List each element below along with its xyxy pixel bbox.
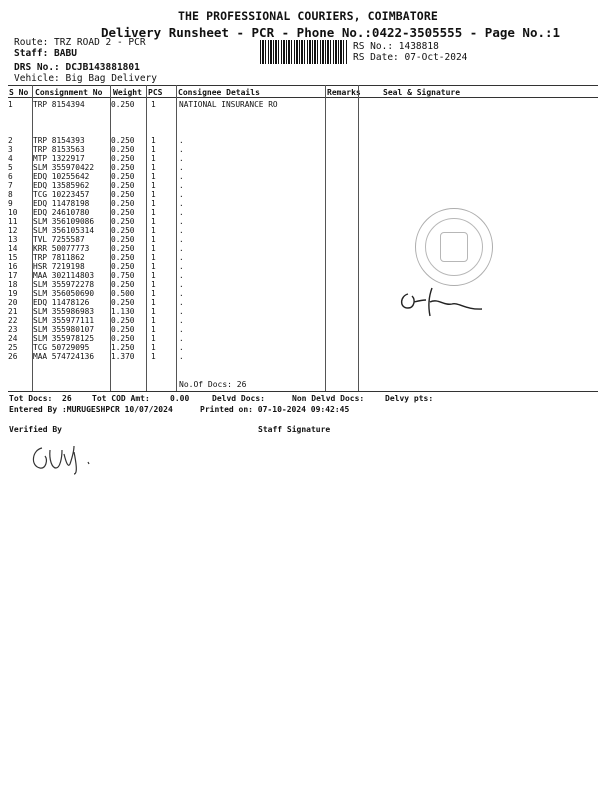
row-weight: 0.250 [111,181,135,190]
printed-on: Printed on: 07-10-2024 09:42:45 [200,405,350,414]
rs-date: RS Date: 07-Oct-2024 [353,52,468,63]
row-consignment-no: SLM 355986983 [33,307,95,316]
row-consignee: . [179,262,184,271]
row-sno: 4 [8,154,13,163]
row-weight: 0.250 [111,316,135,325]
col-header-sno: S No [9,88,29,97]
row-consignment-no: SLM 356109086 [33,217,95,226]
row-weight: 0.250 [111,208,135,217]
col-header-consignee: Consignee Details [178,88,260,97]
row-weight: 1.370 [111,352,135,361]
row-pcs: 1 [151,244,156,253]
row-weight: 0.250 [111,163,135,172]
row-pcs: 1 [151,208,156,217]
row-consignment-no: MAA 302114803 [33,271,95,280]
row-consignee: NATIONAL INSURANCE RO [179,100,278,109]
row-pcs: 1 [151,316,156,325]
row-consignee: . [179,316,184,325]
vehicle-text: Vehicle: Big Bag Delivery [14,73,157,84]
row-consignment-no: SLM 356050690 [33,289,95,298]
row-pcs: 1 [151,100,156,109]
table-top-rule [8,85,598,86]
row-weight: 0.250 [111,145,135,154]
row-pcs: 1 [151,253,156,262]
document-subtitle: Delivery Runsheet - PCR - Phone No.:0422-3505555 - Page No.:1 [101,25,561,40]
row-pcs: 1 [151,280,156,289]
row-consignment-no: TRP 8154393 [33,136,85,145]
row-pcs: 1 [151,289,156,298]
row-pcs: 1 [151,163,156,172]
row-pcs: 1 [151,352,156,361]
row-weight: 0.250 [111,154,135,163]
row-consignee: . [179,235,184,244]
row-pcs: 1 [151,136,156,145]
row-pcs: 1 [151,298,156,307]
row-consignment-no: TRP 8153563 [33,145,85,154]
row-consignee: . [179,190,184,199]
route-text: Route: TRZ ROAD 2 - PCR [14,37,146,48]
row-sno: 10 [8,208,18,217]
row-pcs: 1 [151,235,156,244]
table-bottom-rule [8,391,598,392]
drs-number: DRS No.: DCJB143881801 [14,62,140,73]
row-weight: 0.250 [111,253,135,262]
row-sno: 20 [8,298,18,307]
row-consignee: . [179,298,184,307]
row-consignee: . [179,181,184,190]
row-pcs: 1 [151,262,156,271]
row-consignment-no: EDQ 11478198 [33,199,90,208]
row-sno: 21 [8,307,18,316]
row-sno: 26 [8,352,18,361]
staff-signature-label: Staff Signature [258,425,331,434]
staff-text: Staff: BABU [14,48,77,59]
row-consignee: . [179,145,184,154]
row-consignee: . [179,226,184,235]
row-consignment-no: TCG 10223457 [33,190,90,199]
row-weight: 1.250 [111,343,135,352]
row-consignment-no: KRR 50077773 [33,244,90,253]
row-consignee: . [179,271,184,280]
row-weight: 0.250 [111,217,135,226]
row-consignee: . [179,253,184,262]
row-consignee: . [179,199,184,208]
row-pcs: 1 [151,325,156,334]
row-consignee: . [179,334,184,343]
verifier-signature-mark [28,440,108,476]
row-weight: 0.500 [111,289,135,298]
row-weight: 0.250 [111,136,135,145]
row-consignee: . [179,343,184,352]
barcode-image [260,40,348,64]
row-consignee: . [179,208,184,217]
row-sno: 23 [8,325,18,334]
row-consignment-no: TRP 8154394 [33,100,85,109]
row-pcs: 1 [151,181,156,190]
row-consignment-no: EDQ 11478126 [33,298,90,307]
col-header-pcs: PCS [148,88,163,97]
company-title: THE PROFESSIONAL COURIERS, COIMBATORE [178,9,438,23]
row-weight: 0.250 [111,190,135,199]
row-pcs: 1 [151,307,156,316]
row-sno: 6 [8,172,13,181]
row-weight: 0.250 [111,262,135,271]
row-sno: 18 [8,280,18,289]
row-weight: 0.250 [111,298,135,307]
row-pcs: 1 [151,145,156,154]
row-consignee: . [179,289,184,298]
row-consignment-no: MAA 574724136 [33,352,95,361]
table-row [8,190,548,199]
row-sno: 11 [8,217,18,226]
table-row [8,334,548,343]
table-header-rule [8,97,598,98]
row-consignee: . [179,172,184,181]
table-row [8,154,548,163]
row-pcs: 1 [151,154,156,163]
row-sno: 3 [8,145,13,154]
row-pcs: 1 [151,334,156,343]
row-sno: 25 [8,343,18,352]
tot-docs-label: Tot Docs: [9,394,53,403]
row-sno: 8 [8,190,13,199]
row-weight: 0.250 [111,244,135,253]
row-consignment-no: EDQ 24610780 [33,208,90,217]
no-of-docs: No.Of Docs: 26 [179,380,247,389]
row-consignment-no: TRP 7811862 [33,253,85,262]
row-pcs: 1 [151,172,156,181]
entered-by: Entered By :MURUGESHPCR 10/07/2024 [9,405,173,414]
handwritten-signature-mark [396,286,488,318]
tot-cod-value: 0.00 [170,394,190,403]
row-pcs: 1 [151,271,156,280]
row-sno: 2 [8,136,13,145]
row-consignee: . [179,280,184,289]
table-row [8,352,548,361]
row-weight: 1.130 [111,307,135,316]
table-row [8,163,548,172]
row-sno: 24 [8,334,18,343]
row-consignee: . [179,244,184,253]
row-consignment-no: SLM 355970422 [33,163,95,172]
row-consignment-no: TVL 7255587 [33,235,85,244]
non-delvd-docs: Non Delvd Docs: [292,394,365,403]
row-consignee: . [179,163,184,172]
row-weight: 0.250 [111,280,135,289]
row-weight: 0.250 [111,100,135,109]
row-consignment-no: SLM 355977111 [33,316,95,325]
row-pcs: 1 [151,190,156,199]
table-row [8,343,548,352]
row-sno: 22 [8,316,18,325]
table-row [8,136,548,145]
row-consignment-no: EDQ 13585962 [33,181,90,190]
row-sno: 13 [8,235,18,244]
table-row [8,199,548,208]
row-sno: 12 [8,226,18,235]
row-consignment-no: TCG 50729095 [33,343,90,352]
delvy-pts: Delvy pts: [385,394,434,403]
row-consignee: . [179,154,184,163]
row-sno: 17 [8,271,18,280]
row-weight: 0.250 [111,226,135,235]
row-weight: 0.250 [111,325,135,334]
col-header-weight: Weight [113,88,142,97]
row-consignee: . [179,217,184,226]
row-weight: 0.250 [111,172,135,181]
row-pcs: 1 [151,217,156,226]
row-sno: 1 [8,100,13,109]
delvd-docs: Delvd Docs: [212,394,265,403]
row-consignee: . [179,136,184,145]
table-row [8,172,548,181]
rs-number: RS No.: 1438818 [353,41,439,52]
col-header-remarks: Remarks [327,88,361,97]
row-weight: 0.750 [111,271,135,280]
row-sno: 16 [8,262,18,271]
tot-docs-value: 26 [62,394,72,403]
row-sno: 19 [8,289,18,298]
row-weight: 0.250 [111,235,135,244]
table-row [8,325,548,334]
tot-cod-label: Tot COD Amt: [92,394,150,403]
table-row [8,145,548,154]
row-sno: 9 [8,199,13,208]
row-weight: 0.250 [111,199,135,208]
row-consignment-no: SLM 355978125 [33,334,95,343]
row-consignment-no: SLM 355980107 [33,325,95,334]
row-sno: 5 [8,163,13,172]
row-pcs: 1 [151,343,156,352]
table-row [8,181,548,190]
seal-stamp [415,208,493,286]
row-sno: 14 [8,244,18,253]
row-consignee: . [179,325,184,334]
row-weight: 0.250 [111,334,135,343]
verified-by-label: Verified By [9,425,62,434]
row-consignment-no: MTP 1322917 [33,154,85,163]
row-sno: 15 [8,253,18,262]
row-pcs: 1 [151,226,156,235]
col-header-consignment: Consignment No [35,88,103,97]
row-consignment-no: SLM 355972278 [33,280,95,289]
row-consignment-no: SLM 356105314 [33,226,95,235]
table-row [8,100,548,109]
row-consignee: . [179,307,184,316]
col-header-seal: Seal & Signature [383,88,461,97]
row-consignment-no: HSR 7219198 [33,262,85,271]
row-consignment-no: EDQ 10255642 [33,172,90,181]
row-consignee: . [179,352,184,361]
row-sno: 7 [8,181,13,190]
row-pcs: 1 [151,199,156,208]
